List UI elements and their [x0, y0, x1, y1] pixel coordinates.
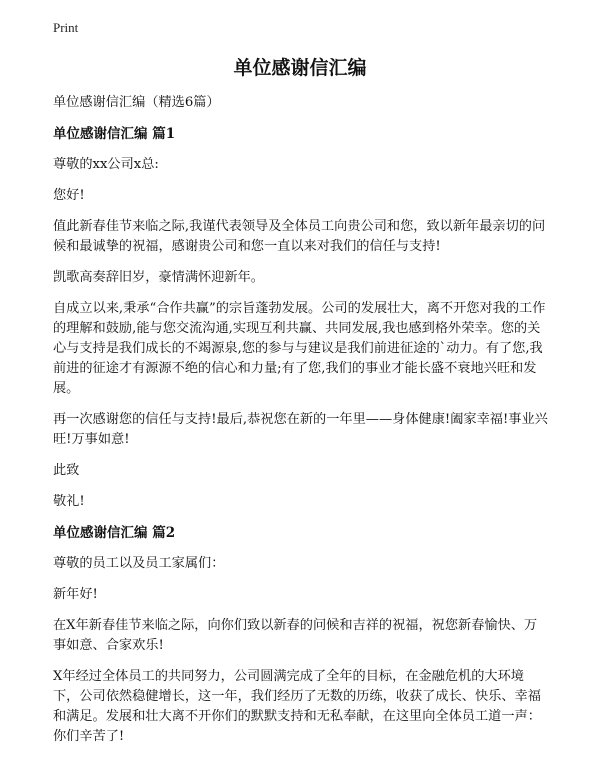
section-heading-2: 单位感谢信汇编 篇2: [53, 525, 176, 541]
salutation: 尊敬的xx公司x总:: [53, 157, 159, 172]
print-link[interactable]: Print: [53, 20, 79, 35]
body-paragraph: 在X年新春佳节来临之际，向你们致以新春的问候和吉祥的祝福，祝您新春愉快、万事如意、合家欢乐!: [53, 618, 538, 653]
page-title: 单位感谢信汇编: [233, 57, 367, 79]
greeting: 新年好!: [53, 587, 98, 602]
document-subtitle: 单位感谢信汇编（精选6篇）: [53, 95, 220, 110]
body-paragraph: 值此新春佳节来临之际,我谨代表领导及全体员工向贵公司和您，致以新年最亲切的问候和最诚挚的祝福，感谢贵公司和您一直以来对我们的信任与支持!: [53, 219, 546, 254]
greeting: 您好!: [53, 188, 85, 203]
closing-regards: 敬礼!: [53, 494, 85, 509]
body-paragraph: 自成立以来,秉承“合作共赢”的宗旨蓬勃发展。公司的发展壮大，离不开您对我的工作的理解和鼓励,能与您交流沟通,实现互利共赢、共同发展,我也感到格外荣幸。您的关心与支持是我们成长的不竭源泉,您的参与与建议是我们前进征途的`动力。有了您,我前进的征途才有源源不绝的信心和力量;有了您,我们的事业才能长盛不衰地兴旺和发展。: [53, 301, 546, 396]
body-paragraph: 凯歌高奏辞旧岁，豪情满怀迎新年。: [53, 270, 264, 285]
salutation: 尊敬的员工以及员工家属们：: [53, 556, 225, 571]
closing: 此致: [53, 463, 80, 478]
document-body: [53, 93, 548, 758]
body-paragraph: 再一次感谢您的信任与支持!最后,恭祝您在新的一年里——身体健康!阖家幸福!事业兴旺!万事如意!: [53, 412, 548, 447]
section-heading-1: 单位感谢信汇编 篇1: [53, 126, 176, 142]
body-paragraph: X年经过全体员工的共同努力，公司圆满完成了全年的目标，在金融危机的大环境下，公司依然稳健增长，这一年，我们经历了无数的历练，收获了成长、快乐、幸福和满足。发展和壮大离不开你们的默默支持和无私奉献，在这里向全体员工道一声：你们辛苦了!: [53, 669, 541, 744]
